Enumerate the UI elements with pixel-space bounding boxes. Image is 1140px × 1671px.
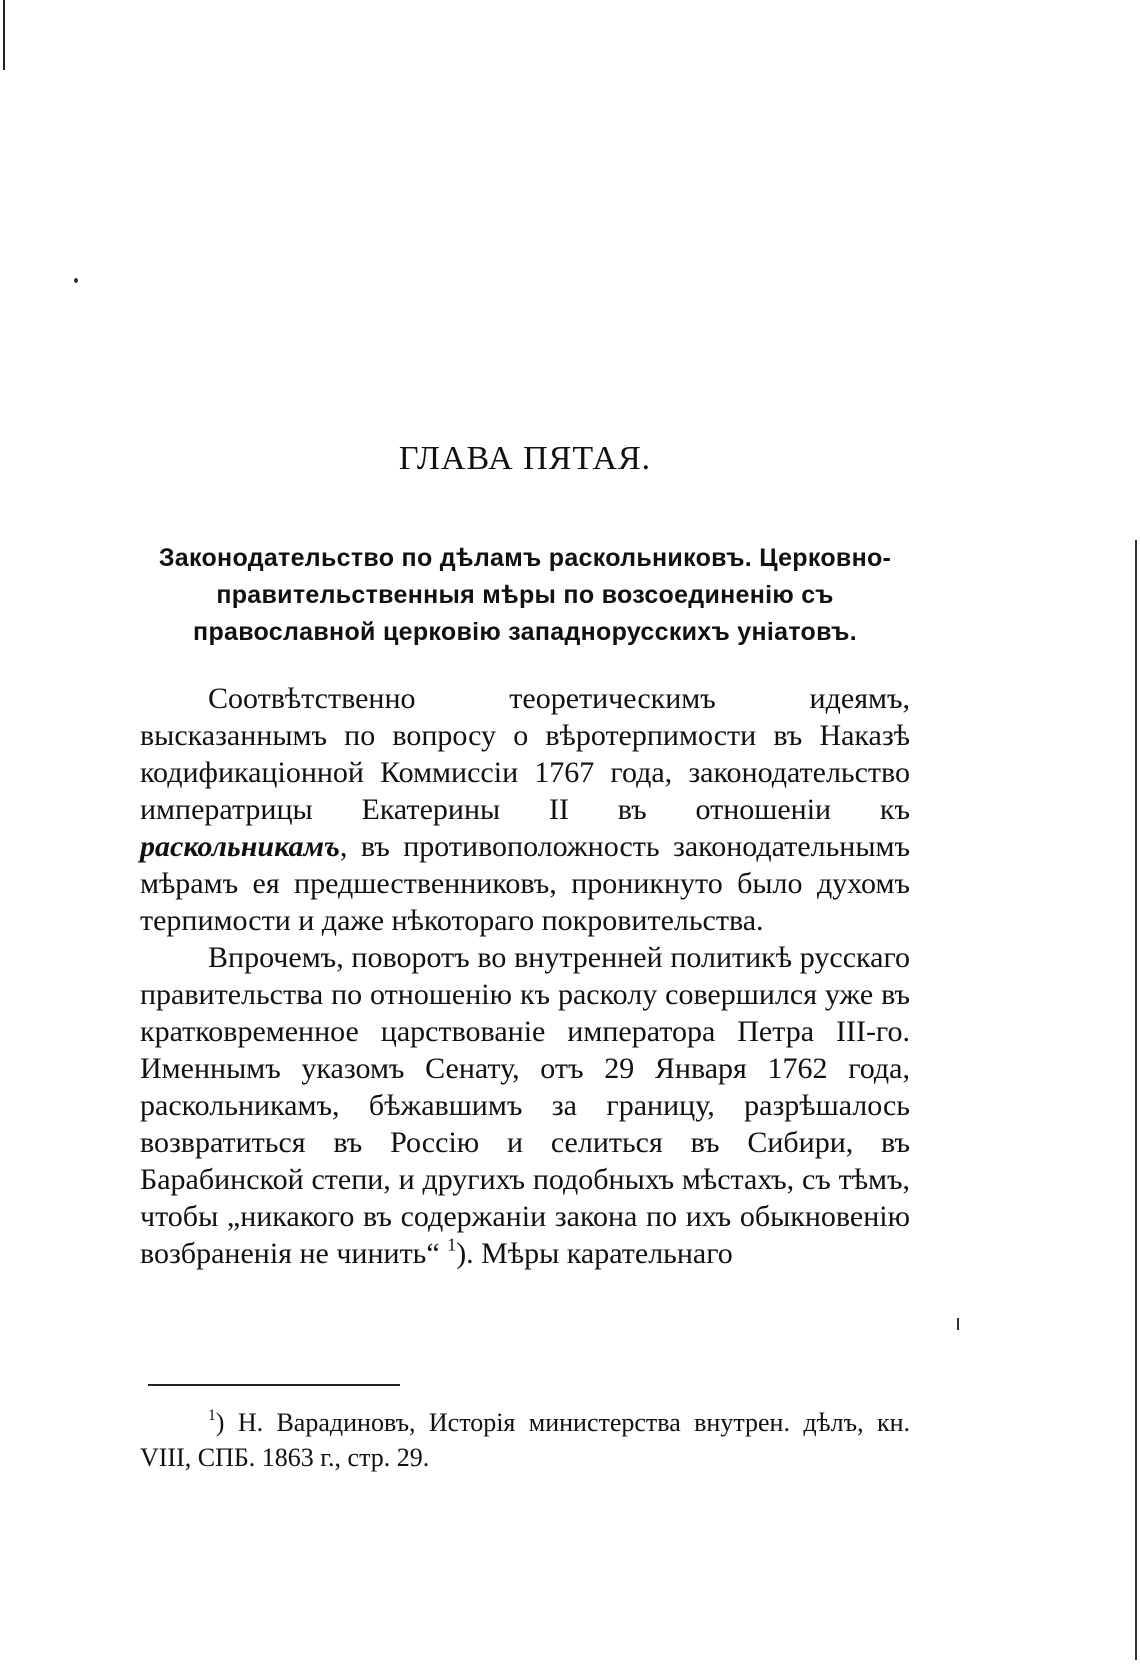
paragraph-2 [140, 939, 910, 1272]
paragraph-1-text: Соотвѣтственно теоретическимъ идеямъ, высказаннымъ по вопросу о вѣротерпимости въ Наказѣ кодификаціонной Коммиссіи 1767 года, законодательство императрицы Екатерины II въ отношеніи къ [140, 682, 910, 826]
paragraph-1 [140, 680, 910, 939]
paragraph-2-text: Впрочемъ, поворотъ во внутренней политикѣ русскаго правительства по отношенію къ расколу совершился уже въ кратковременное царствованіе императора Петра III-го. Именнымъ указомъ Сенату, отъ 29 Января 1762 года, раскольникамъ, бѣжавшимъ за границу, разрѣшалось возвратиться въ Россію и селиться въ Сибири, въ Барабинской степи, и другихъ подобныхъ мѣстахъ, съ тѣмъ, чтобы „никакого въ содержаніи закона по ихъ обыкновенію возбраненія не чинить“ [140, 941, 910, 1270]
footnote-text: ) Н. Варадиновъ, Исторія министерства внутрен. дѣлъ, кн. VIII, СПБ. 1863 г., стр. 29. [140, 1408, 910, 1472]
footnote-marker: 1 [208, 1407, 216, 1425]
footnote-reference[interactable]: 1 [447, 1234, 457, 1255]
body-text [140, 680, 910, 1272]
scan-edge-mark-left [3, 0, 5, 70]
footnote-divider [148, 1384, 400, 1386]
scan-edge-mark-right [1135, 540, 1137, 1660]
chapter-title: ГЛАВА ПЯТАЯ. [398, 440, 652, 477]
paragraph-1-emphasis: раскольникамъ [140, 830, 340, 863]
chapter-summary: Законодательство по дѣламъ раскольниковъ. Церковно-правительственныя мѣры по возсоединенію съ православной церковію западнорусскихъ уніатовъ. [158, 544, 892, 646]
scan-speck [74, 278, 78, 283]
scan-speck [957, 1318, 959, 1330]
paragraph-1-text-end: , въ противоположность законодательнымъ мѣрамъ ея предшественниковъ, проникнуто было духомъ терпимости и даже нѣкотораго покровительства. [140, 830, 910, 937]
paragraph-2-continuation: ). Мѣры карательнаго [456, 1237, 733, 1270]
footnote [140, 1405, 910, 1475]
